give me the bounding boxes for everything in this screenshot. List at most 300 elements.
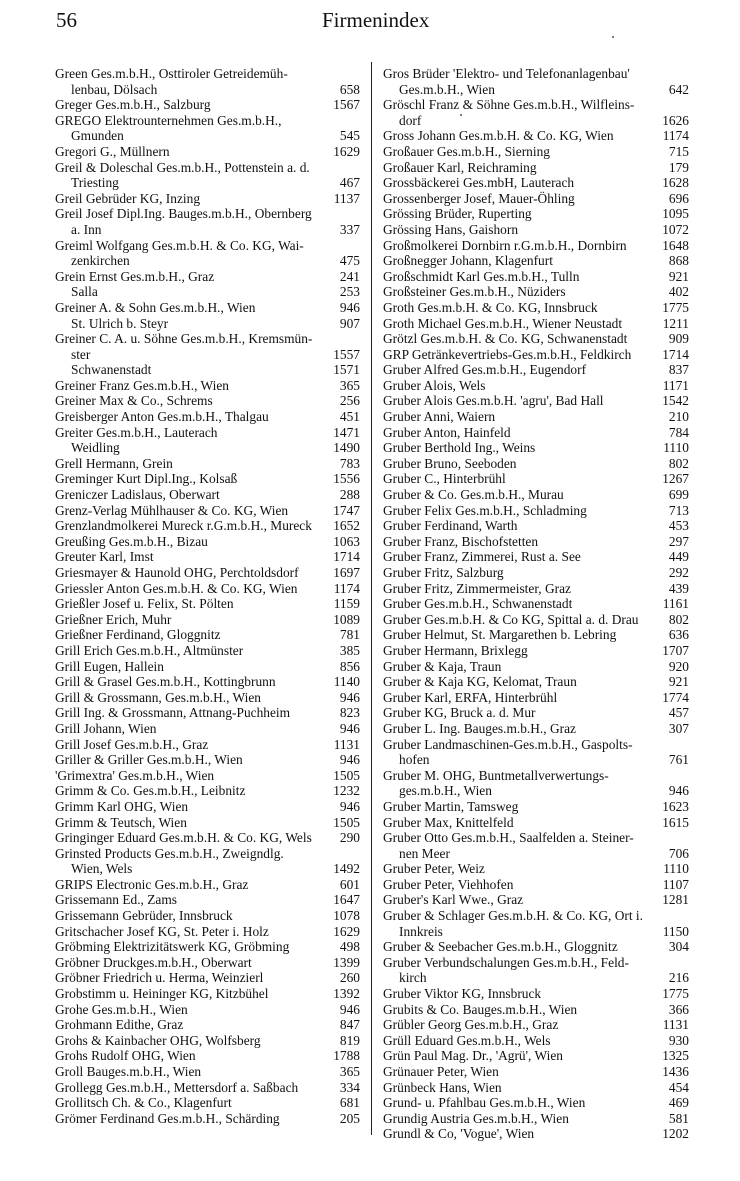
entry-line: Gruber Alois, Wels xyxy=(383,377,486,393)
entry-page-number: 216 xyxy=(668,970,689,986)
entry-name xyxy=(55,581,320,597)
index-entry xyxy=(383,128,689,144)
entry-page-number: 713 xyxy=(668,502,689,518)
index-entry xyxy=(383,191,689,207)
entry-line: Gringinger Eduard Ges.m.b.H. & Co. KG, Wels xyxy=(55,830,312,846)
entry-name xyxy=(55,206,320,237)
entry-page-number: 179 xyxy=(668,159,689,175)
index-entry xyxy=(55,799,360,815)
entry-name xyxy=(383,144,649,160)
entry-line: Gruber & Schlager Ges.m.b.H. & Co. KG, Ort i. xyxy=(383,908,643,924)
index-entry xyxy=(55,362,360,378)
entry-name xyxy=(55,362,320,378)
index-entry xyxy=(383,1126,689,1142)
entry-line: hofen xyxy=(399,752,430,768)
index-entry xyxy=(383,206,689,222)
entry-name xyxy=(55,160,320,191)
entry-name xyxy=(383,503,649,519)
entry-line: Gruber & Seebacher Ges.m.b.H., Gloggnitz xyxy=(383,939,618,955)
entry-page-number: 1110 xyxy=(663,440,689,456)
entry-page-number: 439 xyxy=(668,580,689,596)
entry-line: Grill Ing. & Grossmann, Attnang-Puchheim xyxy=(55,705,291,721)
entry-page-number: 1131 xyxy=(333,736,360,752)
entry-line: Gros Brüder 'Elektro- und Telefonanlagenbau' xyxy=(383,66,630,81)
index-entry xyxy=(383,737,689,768)
entry-page-number: 1063 xyxy=(333,533,360,549)
entry-page-number: 946 xyxy=(339,299,360,315)
index-entry xyxy=(55,830,360,846)
index-entry xyxy=(55,1002,360,1018)
entry-page-number: 475 xyxy=(339,253,360,269)
entry-line: Großauer Karl, Reichraming xyxy=(383,159,537,175)
entry-line: Grimm & Teutsch, Wien xyxy=(55,814,187,830)
index-entry xyxy=(383,440,689,456)
entry-page-number: 1647 xyxy=(333,892,360,908)
entry-page-number: 451 xyxy=(339,409,360,425)
entry-page-number: 1490 xyxy=(333,440,360,456)
entry-name xyxy=(383,222,649,238)
entry-line: Gruber's Karl Wwe., Graz xyxy=(383,892,524,908)
index-entry xyxy=(383,705,689,721)
entry-line: Gruber Helmut, St. Margarethen b. Lebring xyxy=(383,627,617,643)
entry-name xyxy=(55,471,320,487)
index-entry xyxy=(55,752,360,768)
entry-name xyxy=(383,721,649,737)
entry-page-number: 1174 xyxy=(662,128,689,144)
entry-line: Grobstimm u. Heininger KG, Kitzbühel xyxy=(55,986,269,1002)
entry-name xyxy=(383,892,649,908)
entry-page-number: 1436 xyxy=(662,1064,689,1079)
index-entry xyxy=(55,393,360,409)
entry-page-number: 1492 xyxy=(333,861,360,877)
entry-page-number: 681 xyxy=(339,1095,360,1111)
entry-line: Grössing Brüder, Ruperting xyxy=(383,206,532,222)
entry-name xyxy=(55,503,320,519)
entry-line: Wien, Wels xyxy=(71,861,133,877)
entry-name xyxy=(383,518,649,534)
index-entry xyxy=(383,456,689,472)
index-entry xyxy=(55,238,360,269)
index-entry xyxy=(55,97,360,113)
entry-name xyxy=(55,643,320,659)
entry-name xyxy=(55,565,320,581)
entry-line: Gruber Ferdinand, Warth xyxy=(383,518,518,534)
entry-name xyxy=(55,1111,320,1127)
entry-name xyxy=(55,705,320,721)
entry-line: ster xyxy=(71,346,91,362)
index-entry xyxy=(383,830,689,861)
entry-name xyxy=(383,66,649,97)
entry-name xyxy=(383,393,649,409)
entry-page-number: 946 xyxy=(339,798,360,814)
entry-name xyxy=(55,425,320,441)
index-entry xyxy=(55,503,360,519)
entry-name xyxy=(383,659,649,675)
entry-name xyxy=(383,269,649,285)
index-entry xyxy=(55,269,360,285)
entry-name xyxy=(55,97,320,113)
entry-name xyxy=(383,456,649,472)
entry-line: Gruber & Co. Ges.m.b.H., Murau xyxy=(383,487,564,503)
entry-name xyxy=(55,596,320,612)
index-entry xyxy=(55,892,360,908)
entry-name xyxy=(55,1033,320,1049)
entry-line: Gregori G., Müllnern xyxy=(55,143,170,159)
entry-line: Greniczer Ladislaus, Oberwart xyxy=(55,487,220,503)
index-entry xyxy=(55,549,360,565)
index-entry xyxy=(383,549,689,565)
entry-page-number: 868 xyxy=(668,253,689,269)
entry-page-number: 1171 xyxy=(662,377,689,393)
index-entry xyxy=(55,191,360,207)
entry-page-number: 402 xyxy=(668,284,689,300)
entry-page-number: 1211 xyxy=(662,315,689,331)
entry-name xyxy=(55,518,320,534)
entry-page-number: 260 xyxy=(339,970,360,986)
entry-line: Grossbäckerei Ges.mbH, Lauterach xyxy=(383,175,575,191)
entry-line: Gruber Max, Knittelfeld xyxy=(383,814,514,830)
entry-line: Griller & Griller Ges.m.b.H., Wien xyxy=(55,752,243,768)
entry-line: Greminger Kurt Dipl.Ing., Kolsaß xyxy=(55,471,238,487)
entry-name xyxy=(55,191,320,207)
index-entry xyxy=(383,690,689,706)
entry-page-number: 802 xyxy=(668,611,689,627)
entry-line: Gruber Peter, Weiz xyxy=(383,861,485,877)
index-entry xyxy=(55,113,360,144)
entry-name xyxy=(383,1017,649,1033)
entry-page-number: 498 xyxy=(339,939,360,955)
entry-page-number: 297 xyxy=(668,533,689,549)
index-entry xyxy=(383,596,689,612)
index-entry xyxy=(383,799,689,815)
entry-line: ges.m.b.H., Wien xyxy=(399,783,492,799)
index-entry xyxy=(383,955,689,986)
entry-page-number: 1392 xyxy=(333,986,360,1002)
entry-line: Großsteiner Ges.m.b.H., Nüziders xyxy=(383,284,566,300)
entry-name xyxy=(55,393,320,409)
entry-page-number: 1556 xyxy=(333,471,360,487)
entry-line: Gruber Peter, Viehhofen xyxy=(383,876,514,892)
entry-page-number: 781 xyxy=(339,627,360,643)
entry-name xyxy=(383,347,649,363)
index-entry xyxy=(383,986,689,1002)
entry-line: Grimm & Co. Ges.m.b.H., Leibnitz xyxy=(55,783,246,799)
entry-name xyxy=(383,409,649,425)
entry-page-number: 1707 xyxy=(662,642,689,658)
index-entry xyxy=(55,284,360,300)
entry-line: Grimm Karl OHG, Wien xyxy=(55,798,189,814)
entry-line: Grünbeck Hans, Wien xyxy=(383,1079,502,1095)
entry-page-number: 930 xyxy=(668,1032,689,1048)
entry-line: Greuter Karl, Imst xyxy=(55,549,154,565)
entry-line: Grill Johann, Wien xyxy=(55,720,157,736)
entry-page-number: 1505 xyxy=(333,814,360,830)
index-entry xyxy=(383,861,689,877)
entry-page-number: 1131 xyxy=(662,1017,689,1033)
entry-line: Gruber Fritz, Zimmermeister, Graz xyxy=(383,580,571,596)
entry-line: Gruber L. Ing. Bauges.m.b.H., Graz xyxy=(383,720,576,736)
entry-line: Innkreis xyxy=(399,923,443,939)
entry-line: Gruber Verbundschalungen Ges.m.b.H., Feld- xyxy=(383,954,629,970)
entry-name xyxy=(55,612,320,628)
entry-name xyxy=(55,815,320,831)
entry-page-number: 1089 xyxy=(333,611,360,627)
entry-page-number: 1078 xyxy=(333,908,360,924)
entry-page-number: 581 xyxy=(668,1110,689,1126)
entry-line: GREGO Elektrounternehmen Ges.m.b.H., xyxy=(55,112,282,128)
entry-name xyxy=(383,1126,649,1142)
entry-name xyxy=(383,300,649,316)
index-entry xyxy=(383,518,689,534)
index-entry xyxy=(55,300,360,316)
entry-name xyxy=(383,690,649,706)
entry-page-number: 1652 xyxy=(333,518,360,534)
index-entry xyxy=(55,924,360,940)
entry-line: Gmunden xyxy=(71,128,124,144)
entry-line: Grundl & Co, 'Vogue', Wien xyxy=(383,1126,535,1142)
entry-page-number: 761 xyxy=(668,752,689,768)
entry-page-number: 1159 xyxy=(333,596,360,612)
index-entry xyxy=(55,456,360,472)
entry-name xyxy=(55,737,320,753)
entry-page-number: 847 xyxy=(339,1017,360,1033)
entry-name xyxy=(383,705,649,721)
index-entry xyxy=(55,1017,360,1033)
index-entry xyxy=(383,66,689,97)
index-entry xyxy=(55,581,360,597)
entry-line: Großauer Ges.m.b.H., Sierning xyxy=(383,143,550,159)
entry-page-number: 823 xyxy=(339,705,360,721)
entry-line: Gruber Franz, Zimmerei, Rust a. See xyxy=(383,549,581,565)
entry-name xyxy=(55,1080,320,1096)
entry-page-number: 1140 xyxy=(333,674,360,690)
entry-line: Greil & Doleschal Ges.m.b.H., Pottenstein a. d. xyxy=(55,159,310,175)
entry-name xyxy=(55,456,320,472)
index-entry xyxy=(55,955,360,971)
index-entry xyxy=(383,1048,689,1064)
index-entry xyxy=(383,643,689,659)
entry-page-number: 856 xyxy=(339,658,360,674)
entry-line: Gröbner Friedrich u. Herma, Weinzierl xyxy=(55,970,264,986)
entry-name xyxy=(55,1048,320,1064)
index-entry xyxy=(55,846,360,877)
entry-name xyxy=(55,1064,320,1080)
entry-line: Greger Ges.m.b.H., Salzburg xyxy=(55,97,211,113)
entry-line: Grömer Ferdinand Ges.m.b.H., Schärding xyxy=(55,1110,280,1126)
index-entry xyxy=(55,160,360,191)
index-entry xyxy=(383,1033,689,1049)
index-entry xyxy=(55,206,360,237)
entry-line: Grohmann Edithe, Graz xyxy=(55,1017,184,1033)
index-entry xyxy=(383,1095,689,1111)
entry-name xyxy=(55,799,320,815)
entry-line: Salla xyxy=(71,284,98,300)
entry-name xyxy=(383,425,649,441)
entry-page-number: 210 xyxy=(668,409,689,425)
entry-name xyxy=(383,284,649,300)
entry-line: Greiner Franz Ges.m.b.H., Wien xyxy=(55,377,229,393)
index-entry xyxy=(55,659,360,675)
entry-line: St. Ulrich b. Steyr xyxy=(71,315,169,331)
entry-page-number: 1774 xyxy=(662,689,689,705)
entry-page-number: 454 xyxy=(668,1079,689,1095)
entry-line: Gruber & Kaja, Traun xyxy=(383,658,502,674)
entry-page-number: 1161 xyxy=(662,596,689,612)
index-entry xyxy=(383,1002,689,1018)
index-entry xyxy=(55,1033,360,1049)
index-entry xyxy=(383,409,689,425)
entry-page-number: 715 xyxy=(668,143,689,159)
entry-name xyxy=(55,113,320,144)
entry-line: nen Meer xyxy=(399,845,450,861)
entry-line: Gröbming Elektrizitätswerk KG, Gröbming xyxy=(55,939,290,955)
entry-page-number: 946 xyxy=(339,752,360,768)
index-entry xyxy=(383,331,689,347)
index-entry xyxy=(55,425,360,441)
index-entry xyxy=(55,144,360,160)
entry-name xyxy=(383,1095,649,1111)
entry-page-number: 292 xyxy=(668,565,689,580)
entry-line: Groll Bauges.m.b.H., Wien xyxy=(55,1064,202,1079)
entry-name xyxy=(55,1017,320,1033)
index-entry xyxy=(55,471,360,487)
entry-line: lenbau, Dölsach xyxy=(71,81,158,97)
entry-line: Grössing Hans, Gaishorn xyxy=(383,221,519,237)
index-entry xyxy=(55,440,360,456)
entry-name xyxy=(383,986,649,1002)
entry-line: Greußing Ges.m.b.H., Bizau xyxy=(55,533,208,549)
page-title: Firmenindex xyxy=(322,8,430,32)
entry-page-number: 1747 xyxy=(333,502,360,518)
entry-line: Grohs & Kainbacher OHG, Wolfsberg xyxy=(55,1032,261,1048)
entry-name xyxy=(383,206,649,222)
index-entry xyxy=(383,1064,689,1080)
index-entry xyxy=(55,612,360,628)
entry-page-number: 1107 xyxy=(662,876,689,892)
entry-line: dorf xyxy=(399,112,422,128)
index-entry xyxy=(383,238,689,254)
index-entry xyxy=(55,565,360,581)
entry-page-number: 337 xyxy=(339,221,360,237)
entry-page-number: 658 xyxy=(339,81,360,97)
entry-page-number: 256 xyxy=(339,393,360,409)
entry-name xyxy=(55,66,320,97)
entry-name xyxy=(383,1033,649,1049)
speck-mark xyxy=(460,114,462,116)
entry-line: Greisberger Anton Ges.m.b.H., Thalgau xyxy=(55,409,269,425)
entry-page-number: 365 xyxy=(339,1064,360,1079)
entry-page-number: 1232 xyxy=(333,783,360,799)
entry-page-number: 699 xyxy=(668,487,689,503)
entry-page-number: 1072 xyxy=(662,221,689,237)
index-entry xyxy=(55,908,360,924)
entry-name xyxy=(55,783,320,799)
entry-name xyxy=(383,627,649,643)
index-entry xyxy=(383,674,689,690)
entry-line: kirch xyxy=(399,970,427,986)
index-entry xyxy=(383,581,689,597)
entry-line: Greiner Max & Co., Schrems xyxy=(55,393,213,409)
index-entry xyxy=(55,783,360,799)
entry-line: Grell Hermann, Grein xyxy=(55,455,173,471)
index-column-left xyxy=(55,66,360,1126)
entry-line: Gruber Bruno, Seeboden xyxy=(383,455,517,471)
entry-name xyxy=(383,737,649,768)
entry-name xyxy=(383,768,649,799)
entry-line: Gruber Hermann, Brixlegg xyxy=(383,642,528,658)
entry-page-number: 1137 xyxy=(333,190,360,206)
entry-line: Gruber C., Hinterbrühl xyxy=(383,471,506,487)
index-entry xyxy=(55,970,360,986)
entry-line: Gruber Fritz, Salzburg xyxy=(383,565,504,580)
index-entry xyxy=(383,347,689,363)
entry-line: Griessler Anton Ges.m.b.H. & Co. KG, Wien xyxy=(55,580,298,596)
entry-page-number: 1095 xyxy=(662,206,689,222)
index-entry xyxy=(383,534,689,550)
entry-page-number: 1615 xyxy=(662,814,689,830)
entry-page-number: 696 xyxy=(668,190,689,206)
index-entry xyxy=(383,612,689,628)
entry-page-number: 1174 xyxy=(333,580,360,596)
index-entry xyxy=(383,627,689,643)
entry-line: Grießner Ferdinand, Gloggnitz xyxy=(55,627,221,643)
entry-page-number: 946 xyxy=(668,783,689,799)
entry-page-number: 1628 xyxy=(662,175,689,191)
entry-name xyxy=(55,331,320,362)
index-entry xyxy=(383,97,689,128)
entry-line: Gruber Otto Ges.m.b.H., Saalfelden a. Steiner- xyxy=(383,830,634,846)
entry-name xyxy=(383,440,649,456)
entry-line: Gruber Martin, Tamsweg xyxy=(383,798,519,814)
entry-name xyxy=(383,331,649,347)
entry-line: Gröschl Franz & Söhne Ges.m.b.H., Wilfleins- xyxy=(383,97,635,113)
index-entry xyxy=(55,737,360,753)
entry-page-number: 1714 xyxy=(333,549,360,565)
entry-name xyxy=(55,440,320,456)
entry-name xyxy=(55,534,320,550)
index-entry xyxy=(383,721,689,737)
entry-page-number: 946 xyxy=(339,1001,360,1017)
entry-name xyxy=(383,1080,649,1096)
entry-name xyxy=(55,487,320,503)
index-entry xyxy=(55,1080,360,1096)
entry-line: Greiter Ges.m.b.H., Lauterach xyxy=(55,424,218,440)
entry-name xyxy=(383,378,649,394)
column-divider xyxy=(371,62,372,1135)
entry-page-number: 1623 xyxy=(662,798,689,814)
index-entry xyxy=(383,284,689,300)
entry-name xyxy=(55,955,320,971)
index-entry xyxy=(383,503,689,519)
entry-line: Gruber Anni, Waiern xyxy=(383,409,496,425)
entry-page-number: 1325 xyxy=(662,1048,689,1064)
entry-name xyxy=(383,908,649,939)
entry-page-number: 921 xyxy=(668,674,689,690)
entry-line: Grissemann Gebrüder, Innsbruck xyxy=(55,908,233,924)
index-entry xyxy=(55,815,360,831)
index-entry xyxy=(383,487,689,503)
entry-page-number: 467 xyxy=(339,175,360,191)
entry-name xyxy=(383,362,649,378)
index-entry xyxy=(383,269,689,285)
entry-line: Greil Gebrüder KG, Inzing xyxy=(55,190,201,206)
entry-line: Greiml Wolfgang Ges.m.b.H. & Co. KG, Wai- xyxy=(55,237,304,253)
entry-page-number: 366 xyxy=(668,1001,689,1017)
entry-name xyxy=(383,939,649,955)
entry-line: Grünauer Peter, Wien xyxy=(383,1064,499,1079)
index-entry xyxy=(383,362,689,378)
entry-name xyxy=(383,316,649,332)
